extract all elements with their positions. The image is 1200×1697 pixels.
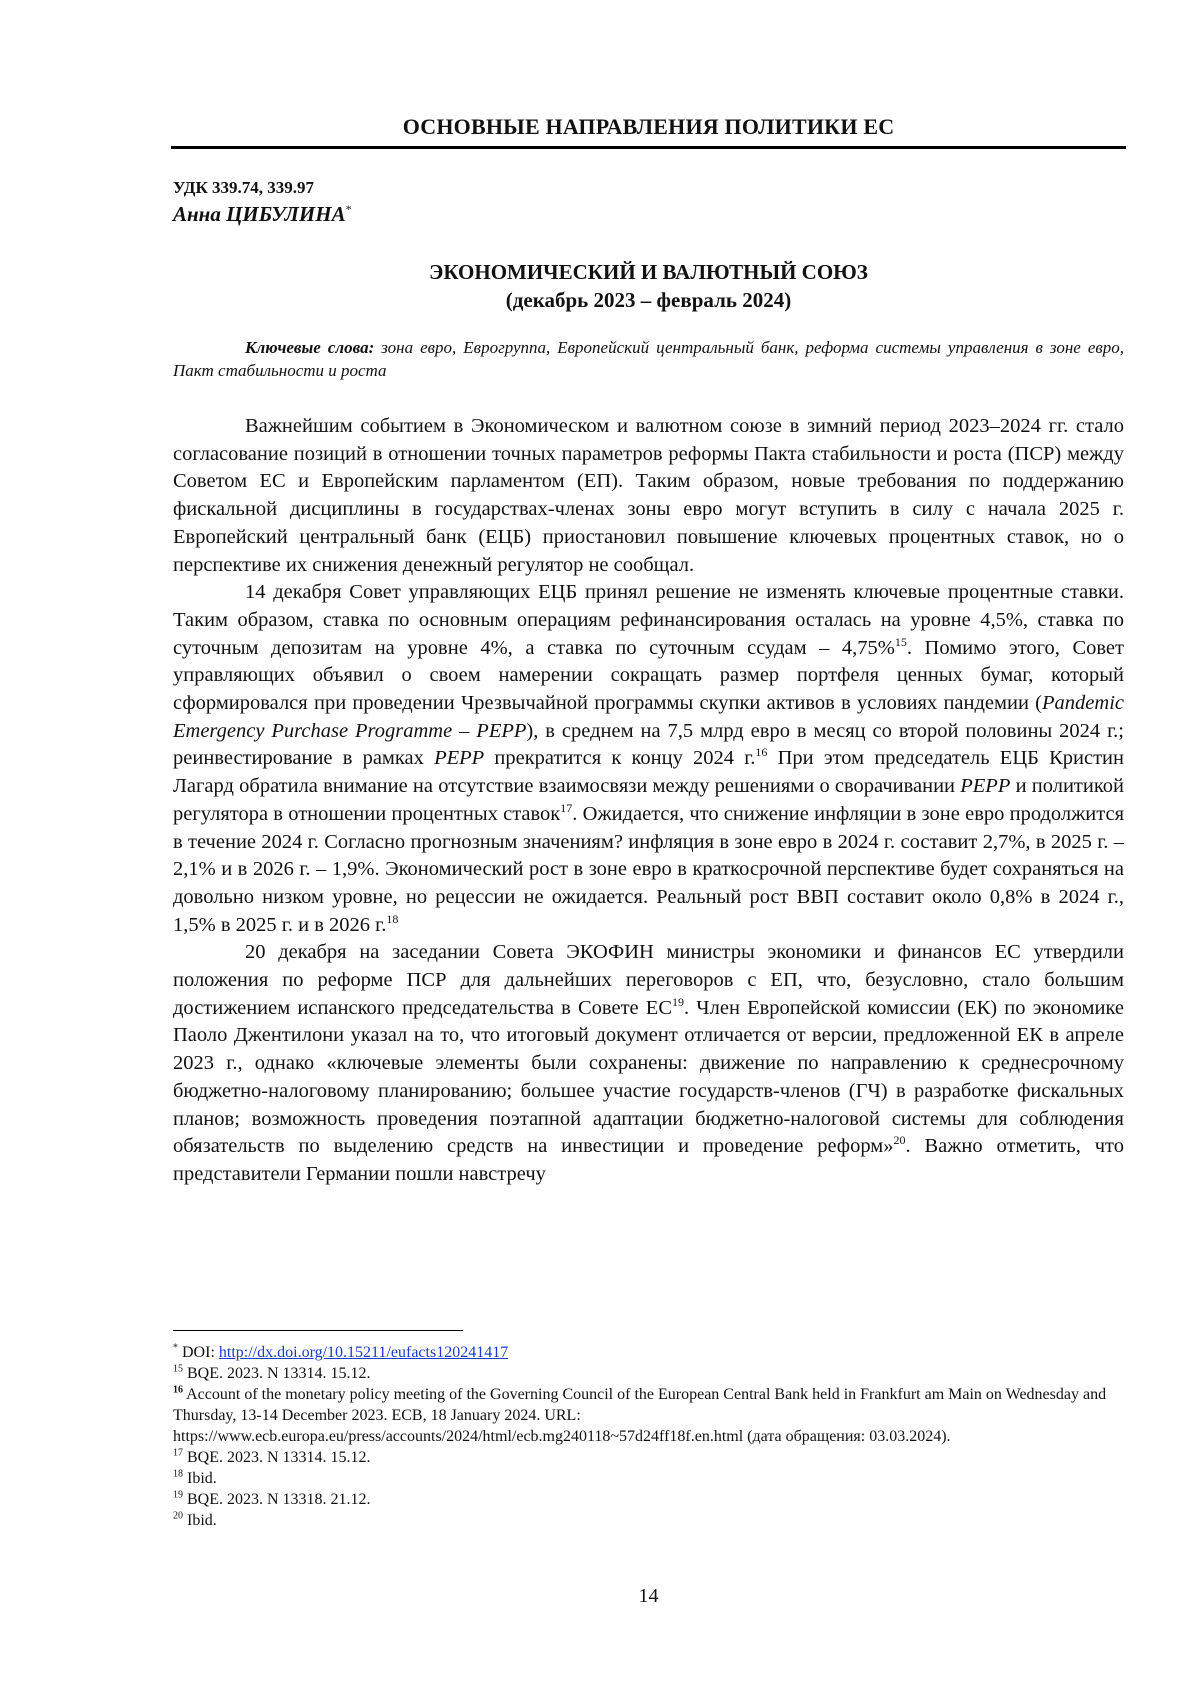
footnote-19-text: BQE. 2023. N 13318. 21.12.: [183, 1491, 371, 1508]
footnote-star-label: DOI:: [178, 1344, 219, 1361]
footnote-19-mark: 19: [173, 1489, 183, 1501]
footnote-ref-16[interactable]: 16: [755, 745, 768, 760]
keywords-text: зона евро, Еврогруппа, Европейский центральный банк, реформа системы управления в зоне евро, Пакт стабильности и роста: [173, 338, 1124, 380]
footnote-17-text: BQE. 2023. N 13314. 15.12.: [183, 1449, 371, 1466]
footnote-20-text: Ibid.: [183, 1512, 217, 1529]
footnote-divider: [173, 1330, 463, 1331]
keywords: [173, 336, 1124, 382]
author-name: [173, 202, 352, 227]
footnote-star-mark: *: [173, 1342, 178, 1354]
article-title-line2: (декабрь 2023 – февраль 2024): [505, 288, 792, 312]
footnote-17-mark: 17: [173, 1447, 183, 1459]
udk-code: УДК 339.74, 339.97: [173, 178, 315, 197]
keywords-label: Ключевые слова:: [245, 338, 375, 357]
p3-text-a: 20 декабря на заседании Совета ЭКОФИН министры экономики и финансов ЕС утвердили положения по реформе ПСР для дальнейших переговоров с ЕП, что, безусловно, стало большим достижением испанского председательства в Совете ЕС: [173, 941, 1124, 1019]
article-title: [171, 258, 1126, 314]
article-body: [173, 413, 1124, 1189]
pepp-full-name: Pandemic Emergency Purchase Programme – PEPP: [173, 692, 1124, 742]
footnote-ref-17[interactable]: 17: [560, 801, 573, 816]
p2-text-b: . Помимо этого, Совет управляющих объявил о своем намерении сокращать размер портфеля ценных бумаг, который сформировался при проведении Чрезвычайной программы скупки активов в условиях пандемии (: [173, 636, 1124, 715]
header-divider: [171, 146, 1126, 149]
footnote-18-text: Ibid.: [183, 1470, 217, 1487]
author-footnote-mark: *: [345, 202, 352, 216]
pepp-abbr-2: PEPP: [960, 775, 1011, 798]
footnote-ref-18[interactable]: 18: [386, 911, 399, 926]
doi-link[interactable]: http://dx.doi.org/10.15211/eufacts120241417: [218, 1344, 509, 1361]
p2-text-f: и политикой регулятора в отношении процентных ставок: [173, 775, 1124, 825]
footnote-18: [173, 1468, 1124, 1489]
footnote-15: [173, 1363, 1124, 1384]
footnote-20: [173, 1510, 1124, 1531]
author-name-text: Анна ЦИБУЛИНА: [173, 202, 346, 226]
footnote-18-mark: 18: [173, 1468, 183, 1480]
footnote-17: [173, 1447, 1124, 1468]
footnote-star: [173, 1342, 1124, 1363]
footnote-ref-15[interactable]: 15: [894, 634, 907, 649]
body-paragraph-3: [173, 939, 1124, 1188]
footnote-15-text: BQE. 2023. N 13314. 15.12.: [183, 1365, 371, 1382]
footnote-ref-20[interactable]: 20: [893, 1133, 906, 1148]
p2-text-a: 14 декабря Совет управляющих ЕЦБ принял решение не изменять ключевые процентные ставки. Таким образом, ставка по основным операциям рефинансирования осталась на уровне 4,5%, ставка по суточным депозитам на уровне 4%, а ставка по суточным ссудам – 4,75%: [173, 581, 1124, 659]
p2-text-c: ), в среднем на 7,5 млрд евро в месяц со второй половины 2024 г.; реинвестирование в рамках: [173, 719, 1124, 770]
footnote-15-mark: 15: [173, 1363, 183, 1375]
footnote-19: [173, 1489, 1124, 1510]
p3-text-b: . Член Европейской комиссии (ЕК) по экономике Паоло Джентилони указал на то, что итоговый документ отличается от версии, предложенной ЕК в апреле 2023 г., однако «ключевые элементы были сохранены: движение по направлению к среднесрочному бюджетно-налоговому планированию; большее участие государств-членов (ГЧ) в разработке фискальных планов; возможность проведения поэтапной адаптации бюджетно-налоговой системы для соблюдения обязательств по выделению средств на инвестиции и проведение реформ»: [173, 996, 1124, 1158]
footnote-16-mark: 16: [173, 1384, 183, 1396]
footnotes: [173, 1342, 1124, 1531]
footnote-16-text: Account of the monetary policy meeting of the Governing Council of the European Central Bank held in Frankfurt am Main on Wednesday and Thursday, 13-14 December 2023. ECB, 18 January 2024. URL: https://www.ecb.europa.eu/press/accounts/2024/html/ecb.mg240118~57d24ff18f.en.html (дата обращения: 03.03.2024).: [173, 1386, 1107, 1445]
pepp-abbr-1: PEPP: [434, 747, 485, 770]
footnote-20-mark: 20: [173, 1510, 183, 1522]
footnote-16: [173, 1384, 1124, 1447]
article-title-line1: ЭКОНОМИЧЕСКИЙ И ВАЛЮТНЫЙ СОЮЗ: [429, 260, 868, 284]
footnote-ref-19[interactable]: 19: [672, 994, 684, 1009]
p2-text-d: прекратится к концу 2024 г.: [484, 747, 756, 770]
page-number: 14: [638, 1585, 659, 1607]
p2-text-e: При этом председатель ЕЦБ Кристин Лагард обратила внимание на отсутствие взаимосвязи между решениями о сворачивании: [173, 747, 1124, 798]
body-paragraph-1: Важнейшим событием в Экономическом и валютном союзе в зимний период 2023–2024 гг. стало согласование позиций в отношении точных параметров реформы Пакта стабильности и роста (ПСР) между Советом ЕС и Европейским парламентом (ЕП). Таким образом, новые требования по поддержанию фискальной дисциплины в государствах-членах зоны евро могут вступить в силу с начала 2025 г. Европейский центральный банк (ЕЦБ) приостановил повышение ключевых процентных ставок, но о перспективе их снижения денежный регулятор не сообщал.: [173, 415, 1124, 576]
p2-text-g: . Ожидается, что снижение инфляции в зоне евро продолжится в течение 2024 г. Согласно прогнозным значениям? инфляция в зоне евро в 2024 г. составит 2,7%, в 2025 г. – 2,1% и в 2026 г. – 1,9%. Экономический рост в зоне евро в краткосрочной перспективе будет сохраняться на довольно низком уровне, но рецессии не ожидается. Реальный рост ВВП составит около 0,8% в 2024 г., 1,5% в 2025 г. и в 2026 г.: [173, 802, 1125, 936]
p3-text-c: . Важно отметить, что представители Германии пошли навстречу: [173, 1135, 1124, 1185]
section-header: ОСНОВНЫЕ НАПРАВЛЕНИЯ ПОЛИТИКИ ЕС: [402, 114, 895, 139]
body-paragraph-2: [173, 579, 1124, 939]
